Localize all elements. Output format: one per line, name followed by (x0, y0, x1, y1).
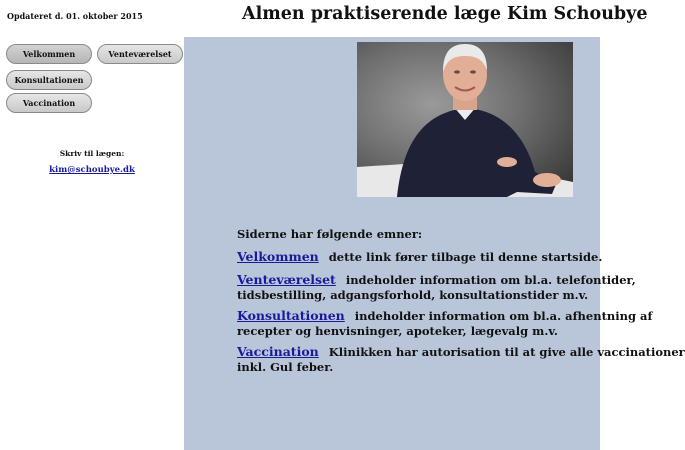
vaccination-description-2: inkl. Gul feber. (237, 360, 334, 374)
ventevaerelset-description-1: indeholder information om bl.a. telefontider, (345, 273, 636, 287)
ventevaerelset-description-2: tidsbestilling, adgangsforhold, konsultationstider m.v. (237, 288, 589, 302)
doctor-photo-image (357, 42, 573, 197)
velkommen-link[interactable]: Velkommen (237, 249, 319, 264)
konsultationen-description-1: indeholder information om bl.a. afhentning af (354, 309, 653, 323)
doctor-photo (357, 42, 573, 197)
list-item (237, 272, 637, 303)
subjects-heading: Siderne har følgende emner: (237, 227, 423, 241)
updated-date: Opdateret d. 01. oktober 2015 (7, 11, 143, 21)
contact-label: Skriv til lægen: (59, 149, 125, 158)
vaccination-link[interactable]: Vaccination (237, 344, 319, 359)
konsultationen-link[interactable]: Konsultationen (237, 308, 345, 323)
sidebar (0, 37, 184, 450)
nav-vaccination-button[interactable]: Vaccination (6, 93, 92, 113)
list-item (237, 308, 653, 339)
ventevaerelset-link[interactable]: Venteværelset (237, 272, 336, 287)
list-item (237, 344, 685, 375)
nav-ventevaerelset-button[interactable]: Venteværelset (97, 44, 183, 64)
nav-konsultationen-button[interactable]: Konsultationen (6, 70, 92, 90)
list-item (237, 249, 637, 265)
vaccination-description-1: Klinikken har autorisation til at give alle vaccinationer (328, 345, 685, 359)
nav-velkommen-button[interactable]: Velkommen (6, 44, 92, 64)
email-link[interactable]: kim@schoubye.dk (49, 165, 135, 175)
content-area (184, 37, 685, 450)
page-title: Almen praktiserende læge Kim Schoubye (242, 4, 648, 24)
velkommen-description: dette link fører tilbage til denne startside. (328, 250, 603, 264)
konsultationen-description-2: recepter og henvisninger, apoteker, lægevalg m.v. (237, 324, 558, 338)
